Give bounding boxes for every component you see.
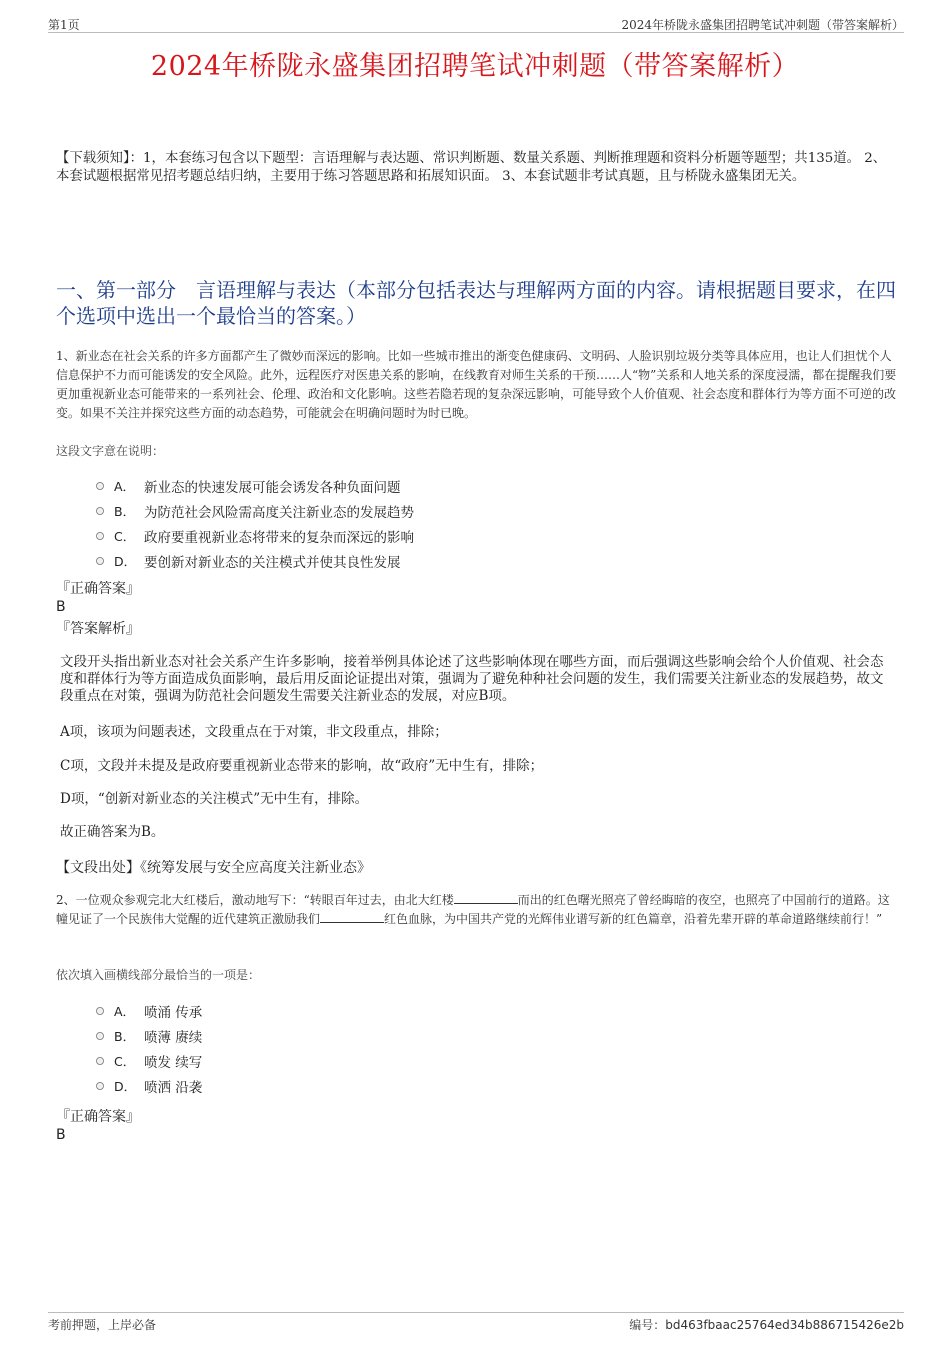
option-text: 为防范社会风险需高度关注新业态的发展趋势 [144,504,414,521]
correct-answer-label: 『正确答案』 [56,1109,140,1125]
option-d[interactable]: D． 要创新对新业态的关注模式并使其良性发展 [96,548,696,573]
option-text: 要创新对新业态的关注模式并使其良性发展 [144,554,401,571]
radio-icon[interactable] [96,532,104,540]
option-b[interactable]: B． 为防范社会风险需高度关注新业态的发展趋势 [96,498,696,523]
question-2-options [96,998,696,1098]
fill-blank [320,910,384,923]
page-header [48,14,904,33]
footer-code: 编号：bd463fbaac25764ed34b886715426e2b [629,1318,904,1332]
option-c[interactable]: C． 政府要重视新业态将带来的复杂而深远的影响 [96,523,696,548]
correct-answer: B [56,599,66,615]
option-text: 政府要重视新业态将带来的复杂而深远的影响 [144,529,414,546]
footer-slogan: 考前押题，上岸必备 [48,1318,157,1332]
radio-icon[interactable] [96,1057,104,1065]
analysis-note-a: A项，该项为问题表述，文段重点在于对策，非文段重点，排除； [60,724,448,740]
section-heading: 一、第一部分 言语理解与表达（本部分包括表达与理解两方面的内容。请根据题目要求，在四个选项中选出一个最恰当的答案。） [56,278,896,328]
option-text: 喷薄 赓续 [144,1029,203,1046]
option-a[interactable]: A． 新业态的快速发展可能会诱发各种负面问题 [96,473,696,498]
correct-answer: B [56,1127,66,1143]
option-text: 喷发 续写 [144,1054,203,1071]
option-c[interactable]: C． 喷发 续写 [96,1048,696,1073]
question-1-stem: 1、新业态在社会关系的许多方面都产生了微妙而深远的影响。比如一些城市推出的渐变色健康码、文明码、人脸识别垃圾分类等具体应用，也让人们担忧个人信息保护不力而可能诱发的安全风险。此外，远程医疗对医患关系的影响，在线教育对师生关系的干预……人“物”关系和人地关系的深度浸濡，都在提醒我们要更加重视新业态可能带来的一系列社会、伦理、政治和文化影响。这些若隐若现的复杂深远影响，可能导致个人价值观、社会态度和群体行为等方面不可逆的改变。如果不关注并探究这些方面的动态趋势，可能就会在明确问题时为时已晚。 [56,349,897,420]
analysis-conclusion: 故正确答案为B。 [60,824,165,840]
page-number: 第1页 [48,18,80,32]
option-d[interactable]: D． 喷洒 沿袭 [96,1073,696,1098]
page-footer [48,1312,904,1333]
header-doc-title: 2024年桥陇永盛集团招聘笔试冲刺题（带答案解析） [621,18,904,32]
analysis-note-d: D项，“创新对新业态的关注模式”无中生有，排除。 [60,791,369,807]
question-1-prompt: 这段文字意在说明： [56,444,165,458]
option-text: 喷洒 沿袭 [144,1079,203,1096]
question-2-stem: 2、一位观众参观完北大红楼后，激动地写下：“转眼百年过去，由北大红楼 而出的红色曙光照亮了曾经晦暗的夜空，也照亮了中国前行的道路。这幢见证了一个民族伟大觉醒的近代建筑正激励我们 红色血脉，为中国共产党的光辉伟业谱写新的红色篇章，沿着先辈开辟的革命道路继续前行！” [56,893,890,926]
question-1-options [96,473,696,573]
analysis-text: 文段开头指出新业态对社会关系产生许多影响，接着举例具体论述了这些影响体现在哪些方面，而后强调这些影响会给个人价值观、社会态度和群体行为等方面造成负面影响，最后用反面论证提出对策，强调为了避免种种社会问题的发生，我们需要关注新业态的发展趋势，故文段重点在对策，强调为防范社会问题发生需要关注新业态的发展，对应B项。 [60,654,884,704]
radio-icon[interactable] [96,1032,104,1040]
option-a[interactable]: A． 喷涌 传承 [96,998,696,1023]
radio-icon[interactable] [96,1082,104,1090]
fill-blank [454,891,518,904]
text-source: 【文段出处】《统筹发展与安全应高度关注新业态》 [56,860,371,876]
analysis-label: 『答案解析』 [56,621,140,637]
option-text: 喷涌 传承 [144,1004,203,1021]
download-notice: 【下载须知】：1，本套练习包含以下题型：言语理解与表达题、常识判断题、数量关系题、判断推理题和资料分析题等题型；共135道。 2、本套试题根据常见招考题总结归纳，主要用于练习答题思路和拓展知识面。 3、本套试题非考试真题，且与桥陇永盛集团无关。 [56,151,887,184]
question-2-prompt: 依次填入画横线部分最恰当的一项是： [56,968,261,982]
document-title: 2024年桥陇永盛集团招聘笔试冲刺题（带答案解析） [150,51,800,82]
radio-icon[interactable] [96,557,104,565]
analysis-note-c: C项，文段并未提及是政府要重视新业态带来的影响，故“政府”无中生有，排除； [60,758,544,774]
radio-icon[interactable] [96,1007,104,1015]
radio-icon[interactable] [96,482,104,490]
correct-answer-label: 『正确答案』 [56,581,140,597]
radio-icon[interactable] [96,507,104,515]
option-text: 新业态的快速发展可能会诱发各种负面问题 [144,479,401,496]
option-b[interactable]: B． 喷薄 赓续 [96,1023,696,1048]
